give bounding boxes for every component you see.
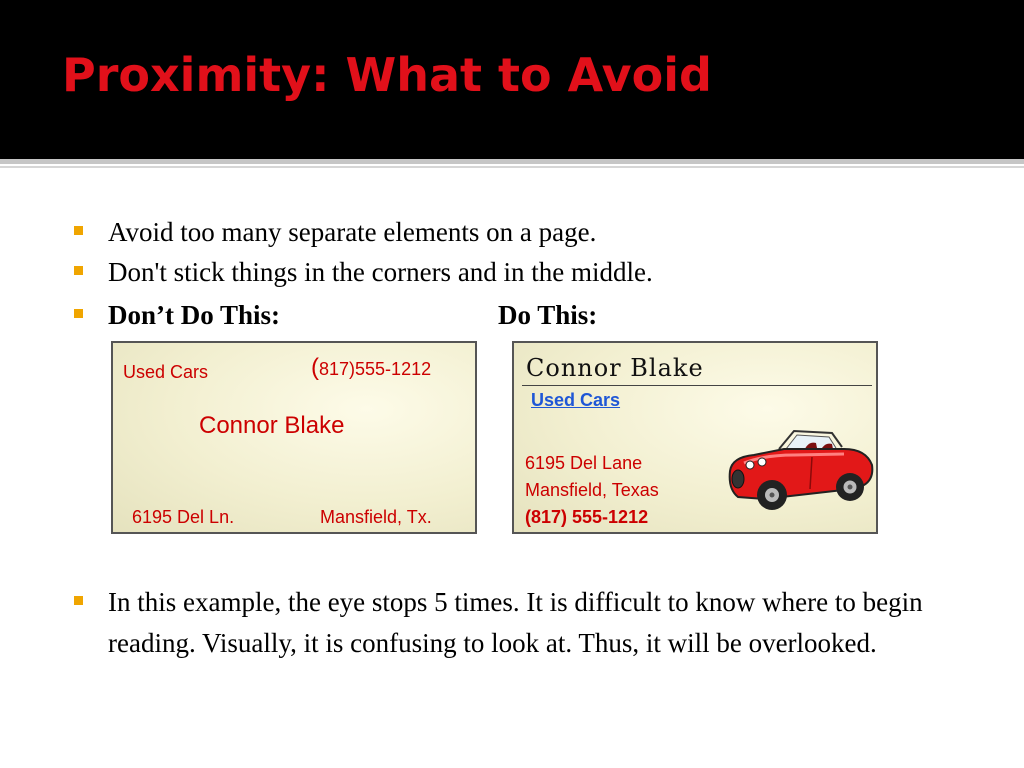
good-card-name: Connor Blake: [526, 354, 704, 382]
title-divider: [0, 159, 1024, 164]
bullet-text: Avoid too many separate elements on a page.: [108, 217, 597, 247]
title-bar: [0, 0, 1024, 159]
slide-title: Proximity: What to Avoid: [62, 48, 712, 102]
good-card-address-line2: Mansfield, Texas: [525, 480, 659, 500]
bad-card-category: Used Cars: [123, 362, 209, 382]
do-label: Do This:: [498, 300, 598, 330]
bad-business-card: [111, 341, 477, 534]
bad-card-phone: [311, 356, 431, 380]
bullet-text: Don't stick things in the corners and in the middle.: [108, 257, 653, 287]
bullet-square-icon: [74, 596, 83, 605]
good-card-divider: [522, 385, 872, 386]
bad-card-phone-paren: (: [311, 354, 319, 381]
bad-card-city: Mansfield, Tx.: [320, 507, 432, 527]
bullet-square-icon: [74, 266, 83, 275]
good-card-phone: (817) 555-1212: [525, 507, 649, 527]
bullet-square-icon: [74, 309, 83, 318]
dont-do-label: Don’t Do This:: [108, 300, 281, 330]
good-business-card: [512, 341, 878, 534]
bad-card-address: 6195 Del Ln.: [132, 507, 235, 527]
bad-card-name: Connor Blake: [199, 412, 345, 439]
bullet-text: In this example, the eye stops 5 times. It is difficult to know where to begin reading. Visually, it is confusing to look at. Thus, it will be overlooked.: [108, 587, 923, 658]
good-card-category: Used Cars: [531, 390, 621, 410]
bullet-square-icon: [74, 226, 83, 235]
red-car-icon: [724, 419, 876, 519]
good-card-address-line1: 6195 Del Lane: [525, 453, 643, 473]
bad-card-phone-number: 817)555-1212: [319, 359, 432, 379]
title-divider-thin: [0, 166, 1024, 168]
